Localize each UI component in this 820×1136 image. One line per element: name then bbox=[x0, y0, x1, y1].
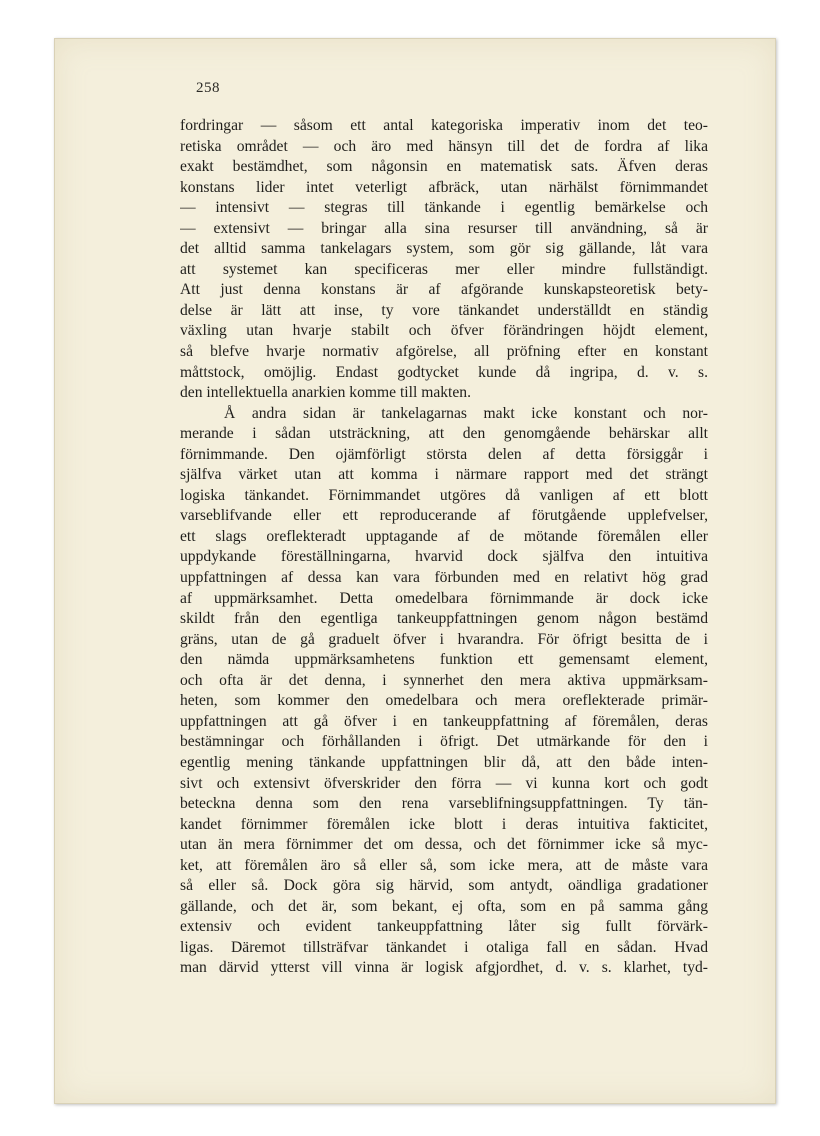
text-line: ett slags oreflekteradt upptagande af de mötande föremålen eller bbox=[180, 527, 708, 545]
text-line: exakt bestämdhet, som någonsin en matematisk sats. Äfven deras bbox=[180, 158, 708, 176]
text-line: varseblifvande eller ett reproducerande af förutgående upplefvelser, bbox=[180, 507, 708, 525]
text-line: uppdykande föreställningarna, hvarvid dock själfva den intuitiva bbox=[180, 548, 708, 566]
text-line: retiska området — och äro med hänsyn till det de fordra af lika bbox=[180, 137, 708, 155]
text-line: kandet förnimmer föremålen icke blott i deras intuitiva fakticitet, bbox=[180, 815, 708, 833]
text-line: växling utan hvarje stabilt och öfver förändringen höjdt element, bbox=[180, 322, 708, 340]
text-line: så blefve hvarje normativ afgörelse, all pröfning efter en konstant bbox=[180, 343, 708, 361]
text-line: själfva värket utan att komma i närmare rapport med det strängt bbox=[180, 466, 708, 484]
text-line: — intensivt — stegras till tänkande i egentlig bemärkelse och bbox=[180, 199, 708, 217]
text-line: att systemet kan specificeras mer eller mindre fullständigt. bbox=[180, 260, 708, 278]
text-line: logiska tänkandet. Förnimmandet utgöres då vanligen af ett blott bbox=[180, 486, 708, 504]
text-line: skildt från den egentliga tankeuppfattningen genom någon bestämd bbox=[180, 610, 708, 628]
text-line: delse är lätt att inse, ty vore tänkandet underställdt en ständig bbox=[180, 301, 708, 319]
text-line: heten, som kommer den omedelbara och mera oreflekterade primär- bbox=[180, 692, 708, 710]
text-line: gräns, utan de gå graduelt öfver i hvarandra. För öfrigt besitta de i bbox=[180, 630, 708, 648]
text-line: den intellektuella anarkien komme till makten. bbox=[180, 384, 471, 402]
text-line: och ofta är det denna, i synnerhet den mera aktiva uppmärksam- bbox=[180, 671, 708, 689]
text-line: Å andra sidan är tankelagarnas makt icke konstant och nor- bbox=[224, 404, 708, 422]
text-line: bestämningar och förhållanden i öfrigt. Det utmärkande för den i bbox=[180, 733, 708, 751]
text-line: — extensivt — bringar alla sina resurser till användning, så är bbox=[180, 219, 708, 237]
text-line: Att just denna konstans är af afgörande kunskapsteoretisk bety- bbox=[180, 281, 708, 299]
text-line: den nämda uppmärksamhetens funktion ett gemensamt element, bbox=[180, 651, 708, 669]
text-line: af uppmärksamhet. Detta omedelbara förnimmande är dock icke bbox=[180, 589, 708, 607]
text-line: sivt och extensivt öfverskrider den förra — vi kunna kort och godt bbox=[180, 774, 708, 792]
page-number: 258 bbox=[196, 80, 220, 96]
text-line: konstans lider intet veterligt afbräck, utan närhälst förnimmandet bbox=[180, 178, 708, 196]
text-line: ligas. Däremot tillsträfvar tänkandet i otaliga fall en sådan. Hvad bbox=[180, 938, 708, 956]
text-line: ket, att föremålen äro så eller så, som icke mera, att de måste vara bbox=[180, 856, 708, 874]
text-line: förnimmande. Den ojämförligt största delen af detta försiggår i bbox=[180, 445, 708, 463]
text-line: egentlig mening tänkande uppfattningen blir då, att den både inten- bbox=[180, 753, 708, 771]
text-line: uppfattningen af dessa kan vara förbunden med en relativt hög grad bbox=[180, 569, 708, 587]
text-line: extensiv och evident tankeuppfattning låter sig fullt förvärk- bbox=[180, 918, 708, 936]
text-line: så eller så. Dock göra sig härvid, som antydt, oändliga gradationer bbox=[180, 877, 708, 895]
text-line: beteckna denna som den rena varseblifningsuppfattningen. Ty tän- bbox=[180, 795, 708, 813]
text-line: fordringar — såsom ett antal kategoriska imperativ inom det teo- bbox=[180, 117, 708, 134]
text-line: utan än mera förnimmer det om dessa, och det förnimmer icke så myc- bbox=[180, 836, 708, 854]
text-line: det alltid samma tankelagars system, som gör sig gällande, låt vara bbox=[180, 240, 708, 258]
text-line: gällande, och det är, som bekant, ej ofta, som en på samma gång bbox=[180, 897, 708, 915]
text-line: uppfattningen att gå öfver i en tankeuppfattning af föremålen, deras bbox=[180, 712, 708, 730]
text-line: man därvid ytterst vill vinna är logisk afgjordhet, d. v. s. klarhet, tyd- bbox=[180, 959, 708, 977]
text-line: måttstock, omöjlig. Endast godtycket kunde då ingripa, d. v. s. bbox=[180, 363, 708, 381]
body-text bbox=[180, 116, 708, 979]
text-line: merande i sådan utsträckning, att den genomgående behärskar allt bbox=[180, 425, 708, 443]
